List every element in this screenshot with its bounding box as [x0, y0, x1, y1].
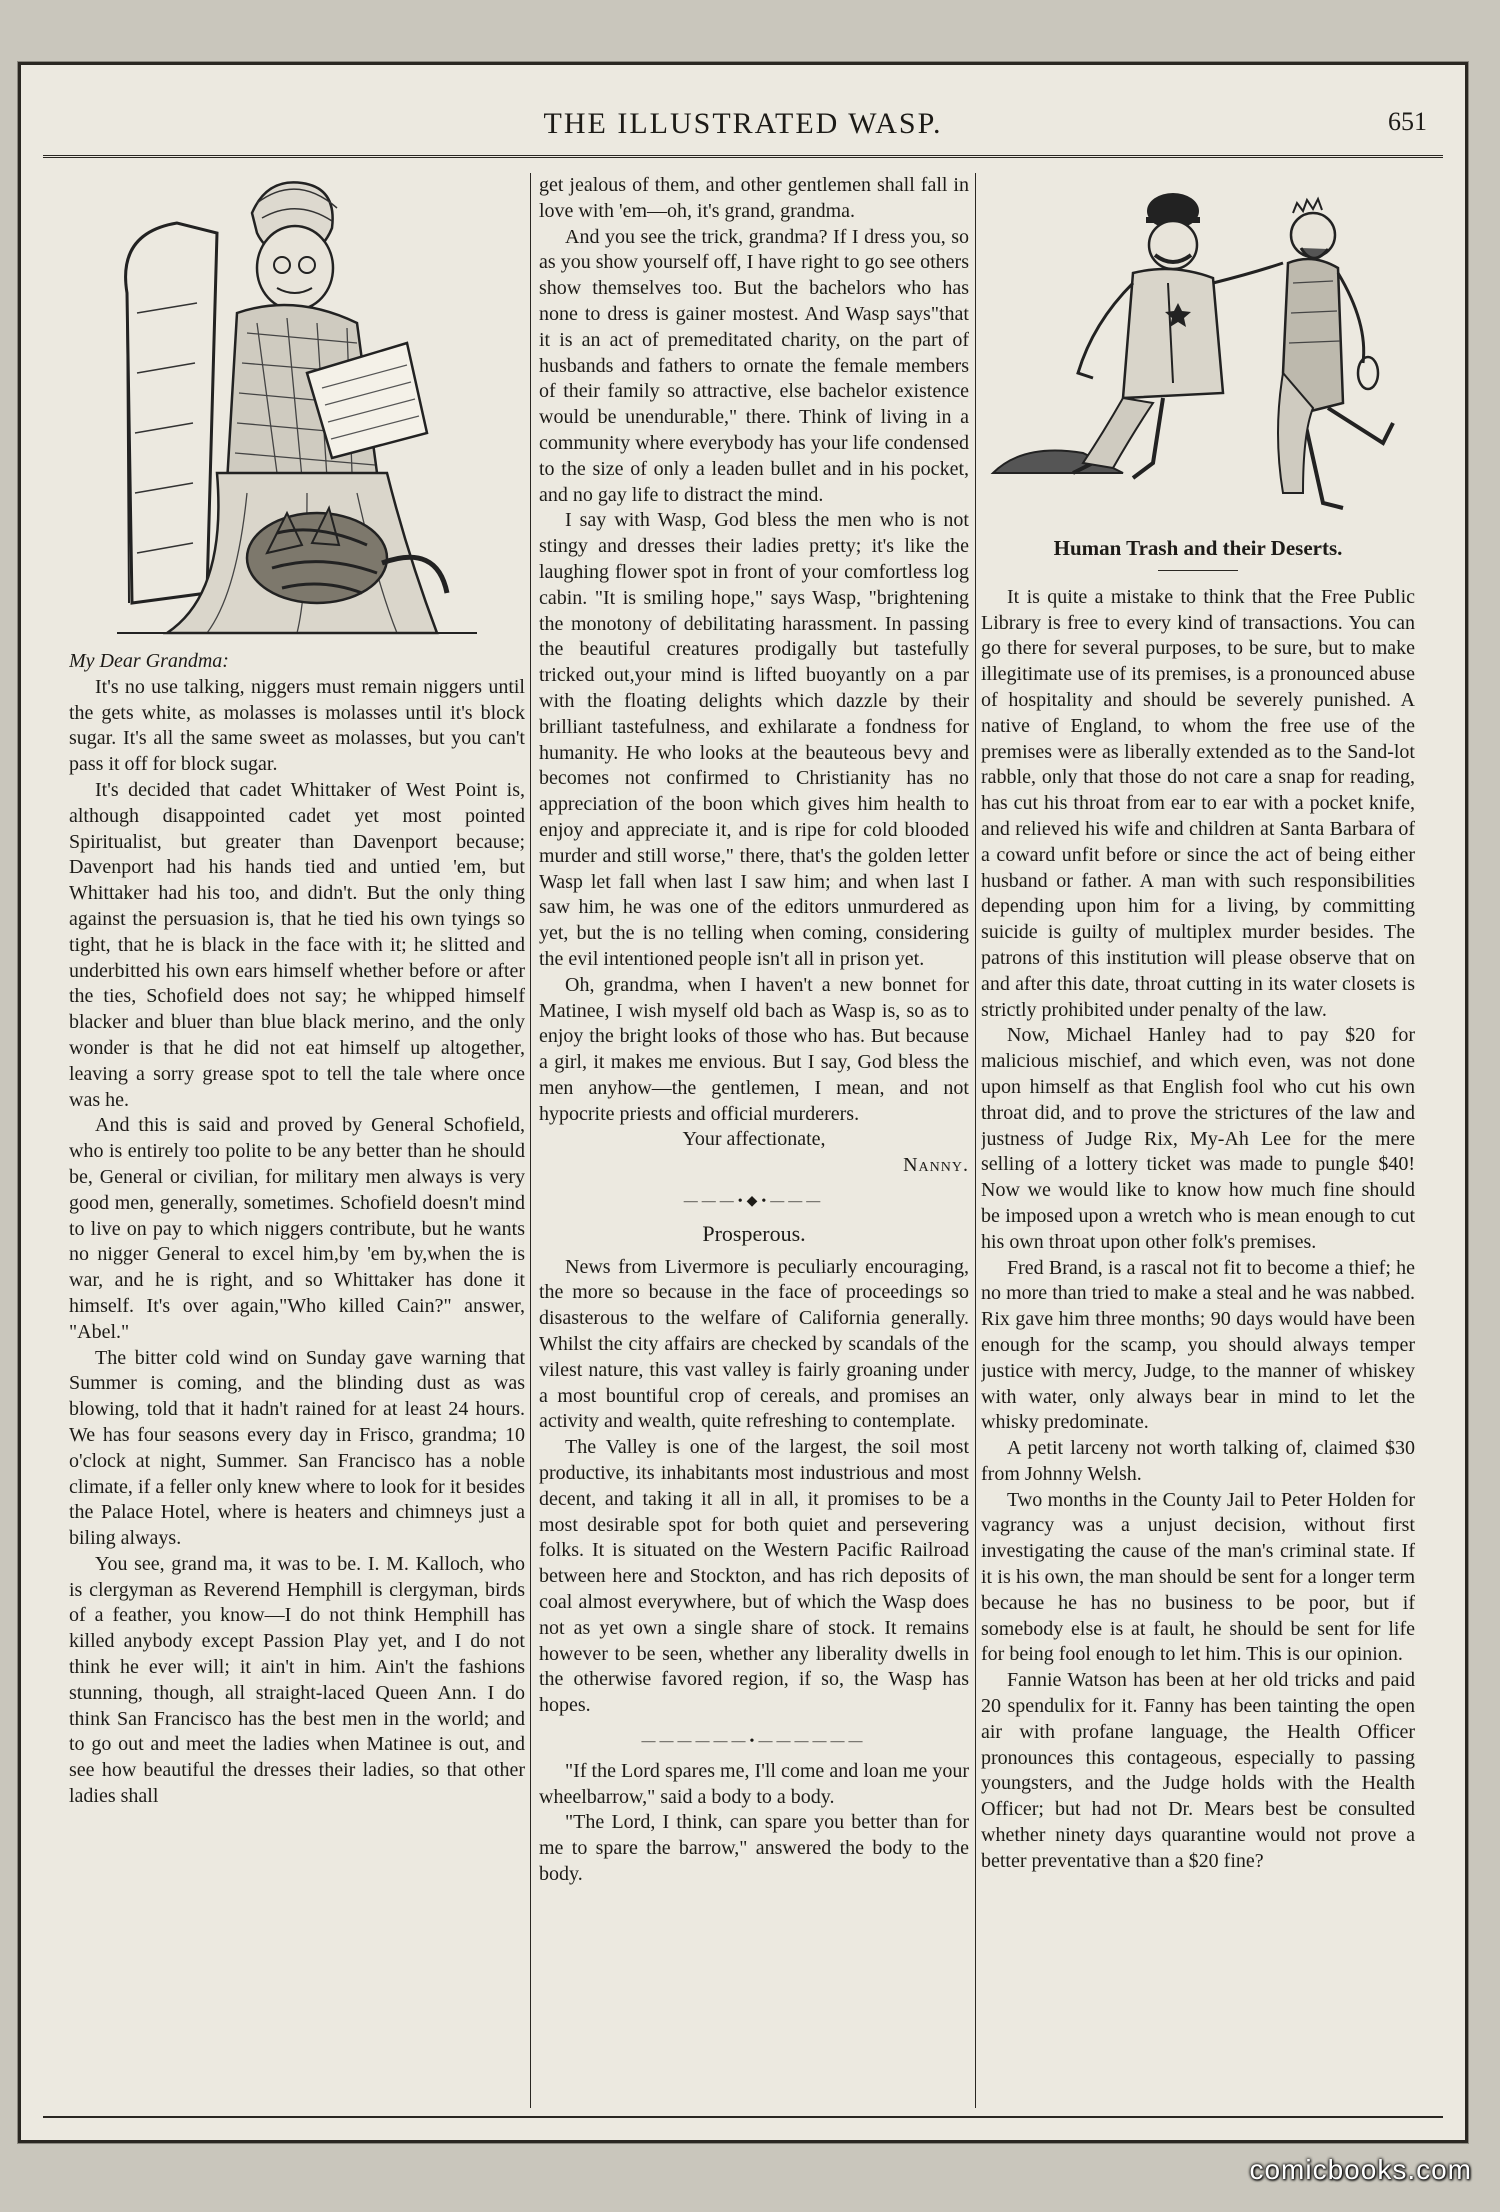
paragraph: The Valley is one of the largest, the soil most productive, its inhabitants most industrious and most decent, and taking it all in all, it promises to be a most desirable spot for both quiet and persevering folks. It is situated on the Western Pacific Railroad between here and Stockton, and has rich deposits of coal almost everywhere, but of which the Wasp does not as yet own a single share of stock. It remains however to be seen, whether any liberality dwells in the otherwise favored region, if so, the Wasp has hopes.	[539, 1436, 969, 1717]
paragraph: And this is said and proved by General Schofield, who is entirely too polite to be any better than he should be, General or civilian, for military men always is very good men, generally, sometimes. Schofield doesn't mind to live on pay to which niggers contribute, but he wants no nigger General to excel him,by 'em by,when the is war, and he is right, and so Whittaker has done it himself. It's over again,"Who killed Cain?" answer, "Abel."	[69, 1114, 525, 1343]
illustration-caption: Human Trash and their Deserts.	[1053, 536, 1343, 560]
page-header	[21, 65, 1465, 161]
column-rule-right	[975, 173, 976, 2108]
paragraph: Two months in the County Jail to Peter Holden for vagrancy was a unjust decision, without first investigating the cause of the man's criminal state. If it is his own, the man should be sent for a longer term because he has no business to be poor, but if somebody else is at fault, he should be sent for life for being fool enough to let him. This is our opinion.	[981, 1488, 1415, 1666]
column-2	[539, 173, 969, 2103]
paragraph: It is quite a mistake to think that the Free Public Library is free to every kind of transactions. You can go there for several purposes, to be sure, but to make illegitimate use of its premises, is a pronounced abuse of hospitality and should be severely punished. A native of England, to whom the free use of the premises were as liberally extended as to the Sand-lot rabble, only that those do not care a snap for reading, has cut his throat from ear to ear with a pocket knife, and relieved his wife and children at Santa Barbara of a coward unfit before or since the act of being either husband or father. A man with such responsibilities depending upon him for a living, by committing suicide is guilty of multiplex murder besides. The patrons of this institution will please observe that on and after this date, throat cutting in its water closets is strictly prohibited under penalty of the law.	[981, 585, 1415, 1021]
paragraph: The bitter cold wind on Sunday gave warning that Summer is coming, and the blinding dust as was blowing, told that it hadn't rained for at least 24 hours. We has four seasons every day in Frisco, grandma; 10 o'clock at night, Summer. San Francisco has a noble climate, if a feller only knew where to look for it besides the Palace Hotel, where is heaters and chimneys just a biling always.	[69, 1346, 525, 1550]
grandma-reading-illustration	[107, 173, 487, 643]
watermark: comicbooks.com	[1249, 2154, 1472, 2185]
paragraph: A petit larceny not worth talking of, claimed $30 from Johnny Welsh.	[981, 1437, 1415, 1485]
salutation: My Dear Grandma:	[69, 650, 229, 672]
section-ornament: ———•◆•———	[683, 1194, 825, 1210]
paragraph: Fannie Watson has been at her old tricks and paid 20 spendulix for it. Fanny has been tainting the open air with profane language, the Health Officer pronounces this contageous, especially to passing youngsters, and the Judge holds with the Health Officer; but had not Dr. Mears best be consulted whether ninety days quarantine would not prove a better preventative than a $20 fine?	[981, 1669, 1415, 1872]
column-1	[69, 173, 525, 2103]
paragraph: "The Lord, I think, can spare you better than for me to spare the barrow," answered the body to the body.	[539, 1811, 969, 1885]
paragraph-continued: get jealous of them, and other gentlemen shall fall in love with 'em—oh, it's grand, grandma.	[539, 174, 969, 222]
paragraph: News from Livermore is peculiarly encouraging, the more so because in the face of proceedings so disasterous to the welfare of California generally. Whilst the city affairs are checked by scandals of the vilest nature, this vast valley is fairly groaning under a most bountiful crop of cereals, and promises an activity and wealth, quite refreshing to contemplate.	[539, 1255, 969, 1433]
paragraph: And you see the trick, grandma? If I dress you, so as you show yourself off, I have right to go see others show themselves too. But the bachelors who has none to dress is gainer mostest. And Wasp says"that it is an act of premeditated charity, on the part of husbands and fathers to ornate the female members of their family so attractive, else bachelor existence would be unendurable," there. Think of living in a community where everybody has your life condensed to the size of only a leaden bullet and in his pocket, and no gay life to distract the mind.	[539, 225, 969, 506]
paragraph: You see, grand ma, it was to be. I. M. Kalloch, who is clergyman as Reverend Hemphill is clergyman, birds of a feather, you know—I do not think Hemphill has killed anybody except Passion Play yet, and I do not think he ever will; it ain't in him. Ain't the fashions stunning, though, all straight-laced Queen Ann. I do think San Francisco has the best men in the world; and to go out and meet the ladies when Matinee is out, and see how beautiful the dresses their ladies, so that other ladies shall	[69, 1552, 525, 1808]
page-number: 651	[1388, 107, 1427, 136]
section-ornament: ——————•——————	[641, 1734, 867, 1750]
letter-signature: Nanny.	[903, 1154, 969, 1177]
paragraph: "If the Lord spares me, I'll come and loan me your wheelbarrow," said a body to a body.	[539, 1759, 969, 1808]
paragraph: Fred Brand, is a rascal not fit to become a thief; he no more than tried to make a steal and he was nabbed. Rix gave him three months; 90 days would have been enough for the scamp, you should always temper justice with mercy, Judge, to the manner of whiskey with water, only always bear in mind to let the whisky predominate.	[981, 1256, 1415, 1434]
column-3	[981, 173, 1415, 2103]
caption-rule	[1158, 570, 1238, 571]
prosperous-heading: Prosperous.	[702, 1220, 806, 1246]
paragraph: I say with Wasp, God bless the men who is not stingy and dresses their ladies pretty; it's like the laughing flower spot in front of your comfortless log cabin. "It is smiling hope," says Wasp, "brightening the monotony of debilitating harassment. In passing the beautiful creatures prodigally but tastefully tricked out,your mind is lifted buoyantly on a par with the floating delights which dazzle by their brilliant tastefulness, and exhilarate a fondness for humanity. He who looks at the beauteous bevy and becomes not confirmed to Christianity has no appreciation of the boon which gives him health to enjoy and appreciate it, and is ripe for cold blooded murder and still worse," there, that's the golden letter Wasp let fall when last I saw him; and when last I saw him, he was one of the editors unmurdered as yet, but the is no telling when coming, considering the evil intentioned people isn't all in prison yet.	[539, 509, 969, 970]
letter-closing: Your affectionate,	[682, 1128, 826, 1151]
paragraph: It's decided that cadet Whittaker of West Point is, although disappointed cadet yet most pointed Spiritualist, but greater than Davenport because; Davenport had his hands tied and untied 'em, but Whittaker had his too, and didn't. But the only thing against the persuasion is, that he tied his own tyings so tight, that he is black in the face with it; he slitted and underbitted his own ears himself whether before or after the ties, Schofield does not say; he whipped himself blacker and bluer than blue black merino, and the only wonder is that he did not eat himself up altogether, leaving a sorry grease spot to tell the tale where once was he.	[69, 778, 525, 1111]
paragraph: Now, Michael Hanley had to pay $20 for malicious mischief, and which even, was not done upon himself as that English fool who cut his own throat did, and to prove the strictures of the law and justness of Judge Rix, My-Ah Lee for the mere selling of a lottery ticket was made to pungle $40! Now we would like to know how much fine should be imposed upon a wretch who is mean enough to cut his own throat upon other folk's premises.	[981, 1024, 1415, 1253]
policeman-ejecting-man-illustration	[983, 173, 1413, 528]
bottom-rule	[43, 2116, 1443, 2118]
column-rule-left	[530, 173, 531, 2108]
paragraph: Oh, grandma, when I haven't a new bonnet for Matinee, I wish myself old bach as Wasp is, so as to enjoy the bright looks of those who has. But because a girl, it makes me envious. But I say, God bless the men anyhow—the gentlemen, I mean, and not hypocrite priests and official murderers.	[539, 973, 969, 1125]
newspaper-page	[18, 62, 1468, 2143]
running-title: THE ILLUSTRATED WASP.	[543, 107, 943, 140]
paragraph: It's no use talking, niggers must remain niggers until the gets white, as molasses is molasses until it's block sugar. It's all the same sweet as molasses, but you can't pass it off for block sugar.	[69, 675, 525, 776]
header-rule	[43, 155, 1443, 158]
